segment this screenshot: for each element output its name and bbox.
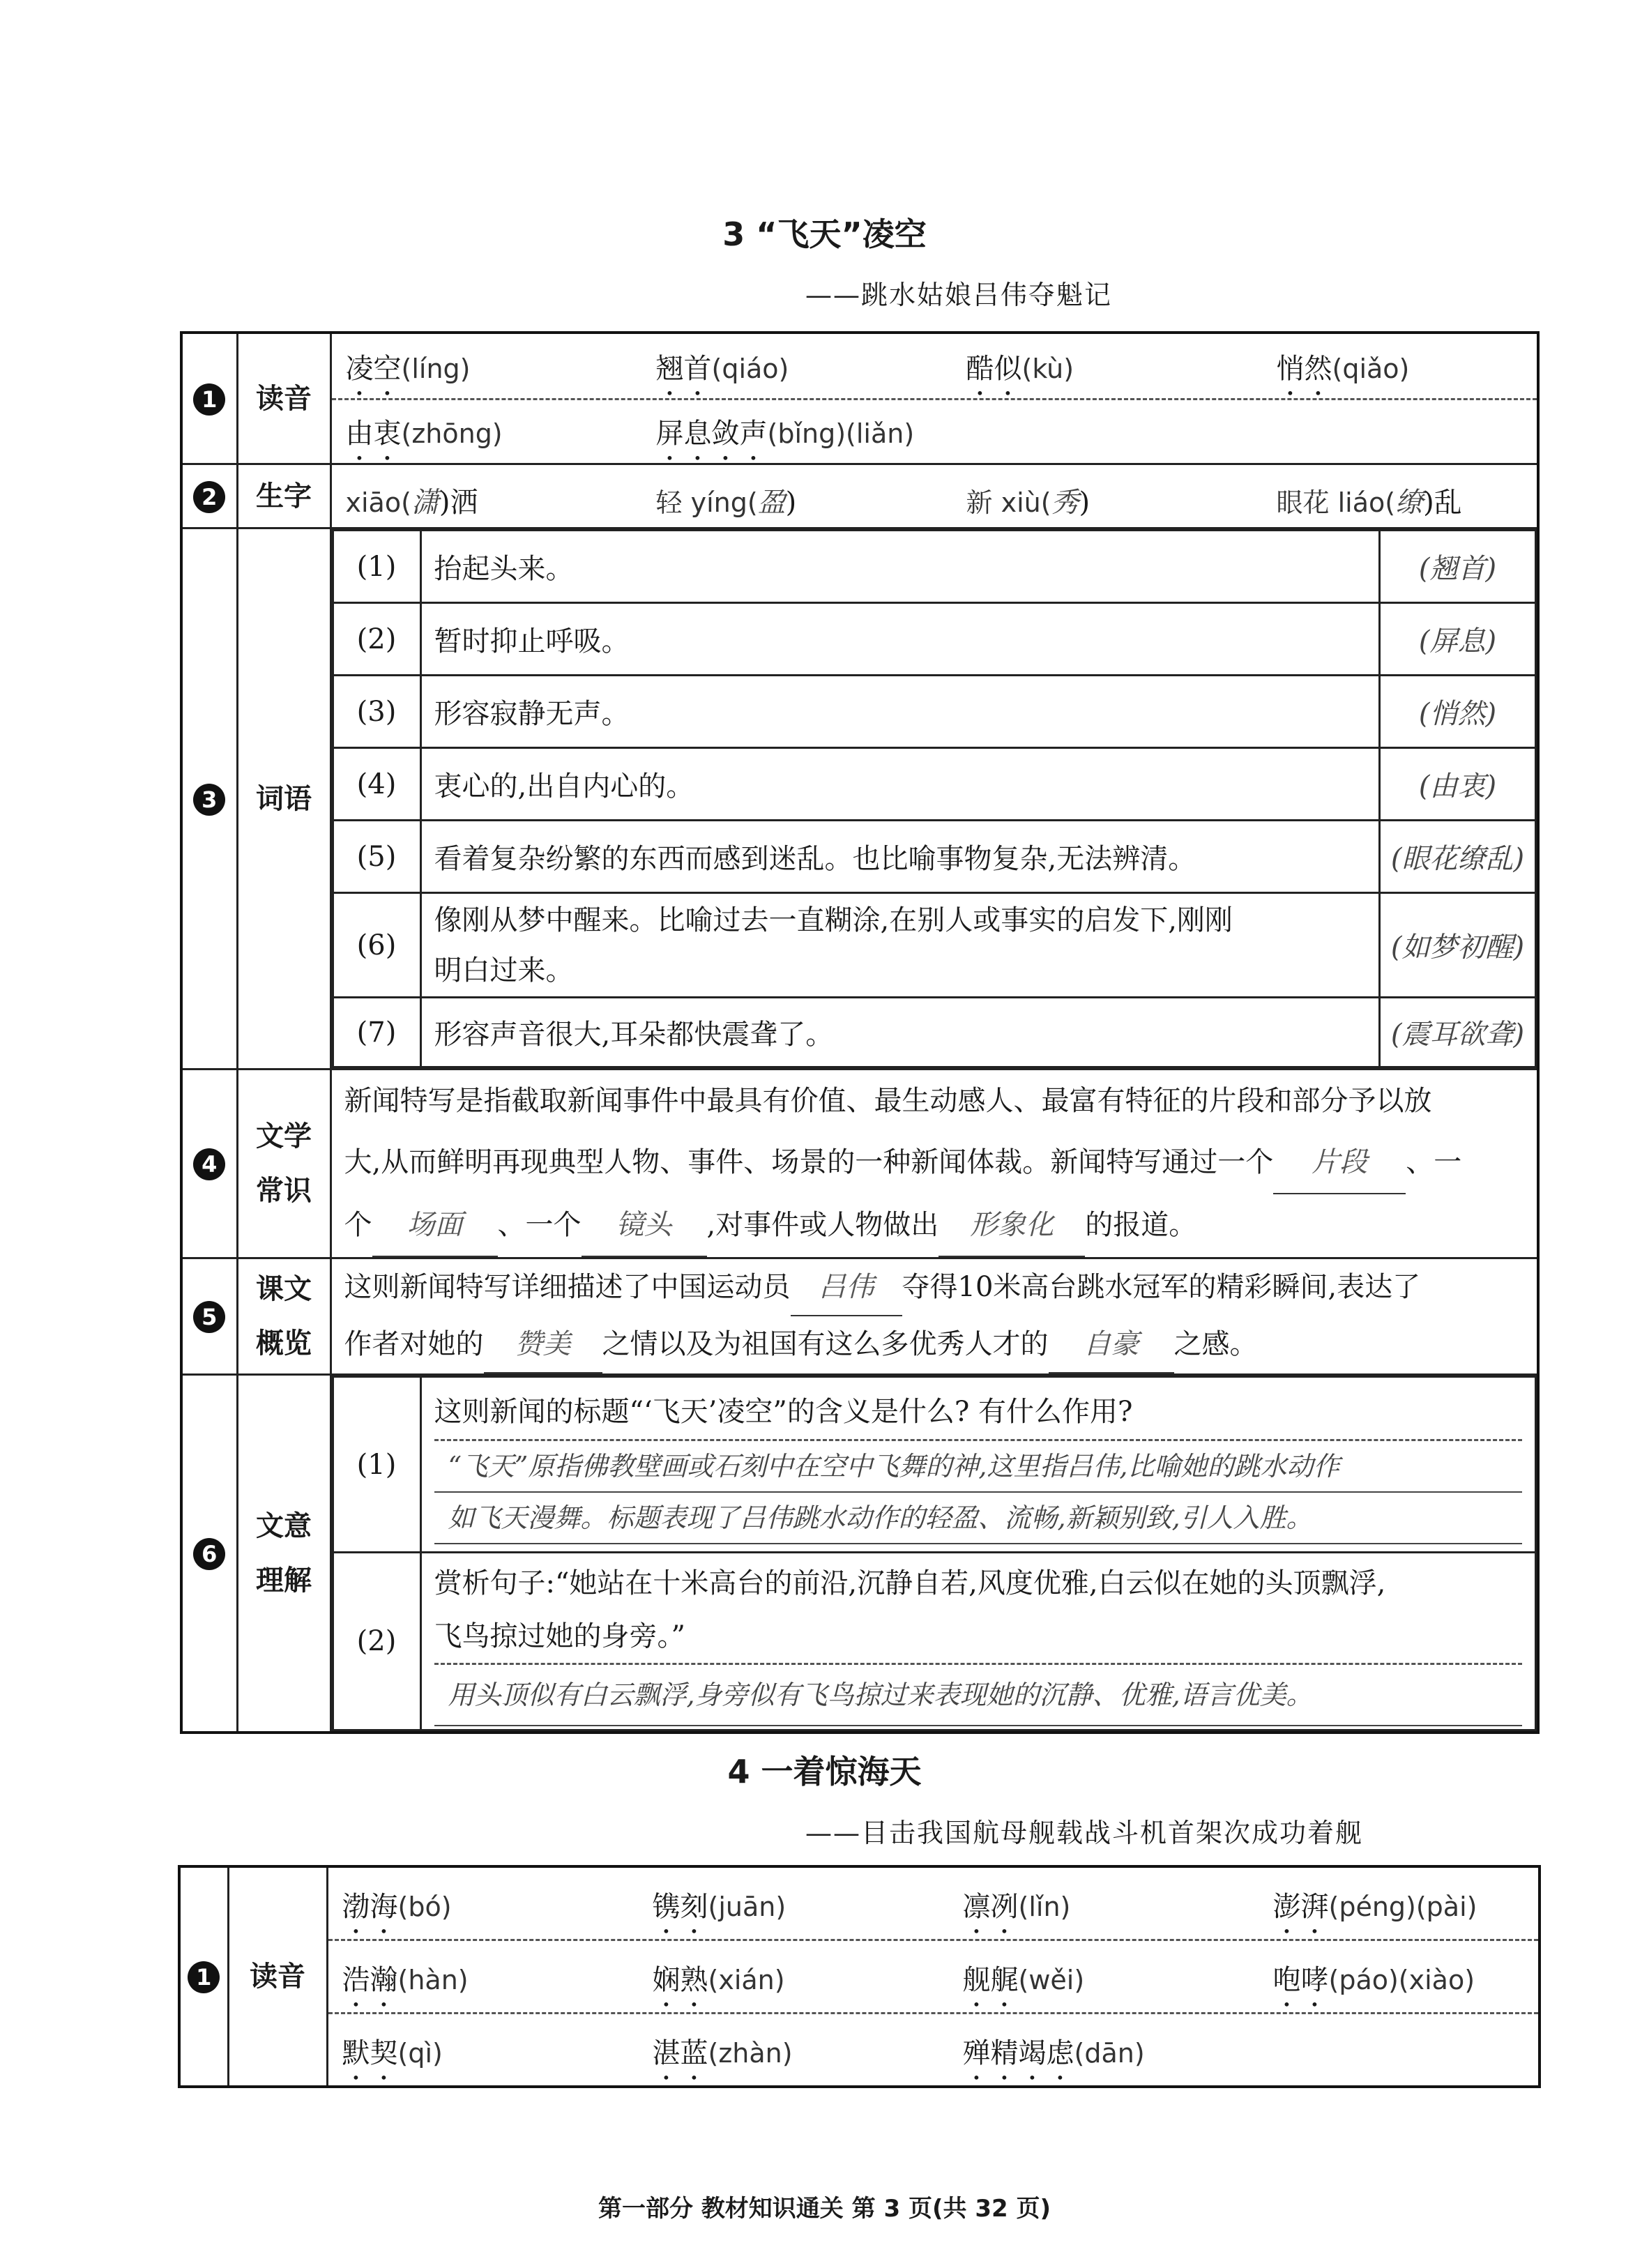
lesson4-title: 4 一着惊海天	[727, 1753, 922, 1790]
lesson3-title: 3 “飞天”凌空	[722, 215, 927, 253]
pron-item: 镌刻(juān)	[652, 1891, 786, 1923]
vocab-row: (5) 看着复杂纷繁的东西而感到迷乱。也比喻事物复杂,无法辨清。 (眼花缭乱)	[333, 821, 1536, 893]
section-1-label: 读音	[237, 333, 330, 464]
pron-item: 默契(qì)	[342, 2037, 443, 2069]
pron-item: 屏息敛声(bǐng)(liǎn)	[655, 418, 915, 450]
vocab-row: (6) 像刚从梦中醒来。比喻过去一直糊涂,在别人或事实的启发下,刚刚 明白过来。 (如梦初醒)	[333, 893, 1536, 998]
char-item: 轻 yíng(盈)	[655, 486, 797, 519]
section-6-label: 文意 理解	[237, 1375, 330, 1733]
vocab-row: (2) 暂时抑止呼吸。 (屏息)	[333, 603, 1536, 676]
section-4-label: 文学 常识	[237, 1070, 330, 1258]
comprehension-cell	[330, 1375, 1538, 1733]
pron-item: 娴熟(xián)	[652, 1964, 785, 1996]
pron-item: 翘首(qiáo)	[655, 353, 789, 385]
char-item: 眼花 liáo(缭)乱	[1276, 486, 1462, 519]
section-4-number: 4	[181, 1070, 237, 1258]
pron-item: 酷似(kù)	[966, 353, 1074, 385]
lesson4-subtitle: ——目击我国航母舰载战斗机首架次成功着舰	[805, 1818, 1364, 1848]
pron-item: 湛蓝(zhàn)	[652, 2037, 793, 2069]
section-5-label: 课文 概览	[237, 1258, 330, 1375]
pron-item: 悄然(qiǎo)	[1276, 353, 1410, 385]
pron-item: 凛冽(lǐn)	[962, 1891, 1071, 1923]
characters-cell	[330, 464, 1538, 528]
page-footer: 第一部分 教材知识通关 第 3 页(共 32 页)	[598, 2195, 1051, 2223]
lesson4-table	[178, 1865, 1541, 2088]
lesson4-pronunciation-cell	[327, 1866, 1540, 2087]
literature-cell: 新闻特写是指截取新闻事件中最具有价值、最生动感人、最富有特征的片段和部分予以放 大,从而鲜明再现典型人物、事件、场景的一种新闻体裁。新闻特写通过一个 片段 、一 个 场面 、一个 镜头 ,对事件或人物做出 形象化 的报道。	[330, 1070, 1538, 1258]
char-item: xiāo(潇)洒	[345, 486, 478, 519]
pronunciation-cell	[330, 333, 1538, 464]
lesson4-section-label: 读音	[228, 1866, 327, 2087]
section-2-number: 2	[181, 464, 237, 528]
pron-item: 舰艉(wěi)	[962, 1964, 1085, 1996]
section-3-label: 词语	[237, 528, 330, 1070]
vocab-row: (3) 形容寂静无声。 (悄然)	[333, 676, 1536, 748]
pron-item: 由衷(zhōng)	[345, 418, 503, 450]
section-2-label: 生字	[237, 464, 330, 528]
pron-item: 咆哮(páo)(xiào)	[1272, 1964, 1475, 1996]
char-item: 新 xiù(秀)	[966, 486, 1091, 519]
lesson3-subtitle: ——跳水姑娘吕伟夺魁记	[805, 280, 1113, 310]
vocab-cell	[330, 528, 1538, 1070]
pron-item: 渤海(bó)	[342, 1891, 452, 1923]
vocab-row: (1) 抬起头来。 (翘首)	[333, 531, 1536, 603]
vocab-row: (4) 衷心的,出自内心的。 (由衷)	[333, 748, 1536, 821]
section-1-number: 1	[181, 333, 237, 464]
section-6-number: 6	[181, 1375, 237, 1733]
pron-item: 殚精竭虑(dān)	[962, 2037, 1145, 2069]
comprehension-item: (1) 这则新闻的标题“‘飞天’凌空”的含义是什么? 有什么作用? “飞天”原指佛教壁画或石刻中在空中飞舞的神,这里指吕伟,比喻她的跳水动作 如飞天漫舞。标题表现了吕伟跳水动作的轻盈、流畅,新颖别致,引人入胜。	[333, 1377, 1536, 1553]
section-3-number: 3	[181, 528, 237, 1070]
lesson4-section-number: 1	[179, 1866, 228, 2087]
comprehension-item: (2) 赏析句子:“她站在十米高台的前沿,沉静自若,风度优雅,白云似在她的头顶飘浮, 飞鸟掠过她的身旁。” 用头顶似有白云飘浮,身旁似有飞鸟掠过来表现她的沉静、优雅,语言优美。	[333, 1553, 1536, 1730]
pron-item: 澎湃(péng)(pài)	[1272, 1891, 1477, 1923]
pron-item: 浩瀚(hàn)	[342, 1964, 469, 1996]
vocab-row: (7) 形容声音很大,耳朵都快震聋了。 (震耳欲聋)	[333, 998, 1536, 1067]
lesson3-table	[180, 331, 1540, 1734]
overview-cell: 这则新闻特写详细描述了中国运动员 吕伟 夺得10米高台跳水冠军的精彩瞬间,表达了 作者对她的 赞美 之情以及为祖国有这么多优秀人才的 自豪 之感。	[330, 1258, 1538, 1375]
section-5-number: 5	[181, 1258, 237, 1375]
pron-item: 凌空(líng)	[345, 353, 471, 385]
